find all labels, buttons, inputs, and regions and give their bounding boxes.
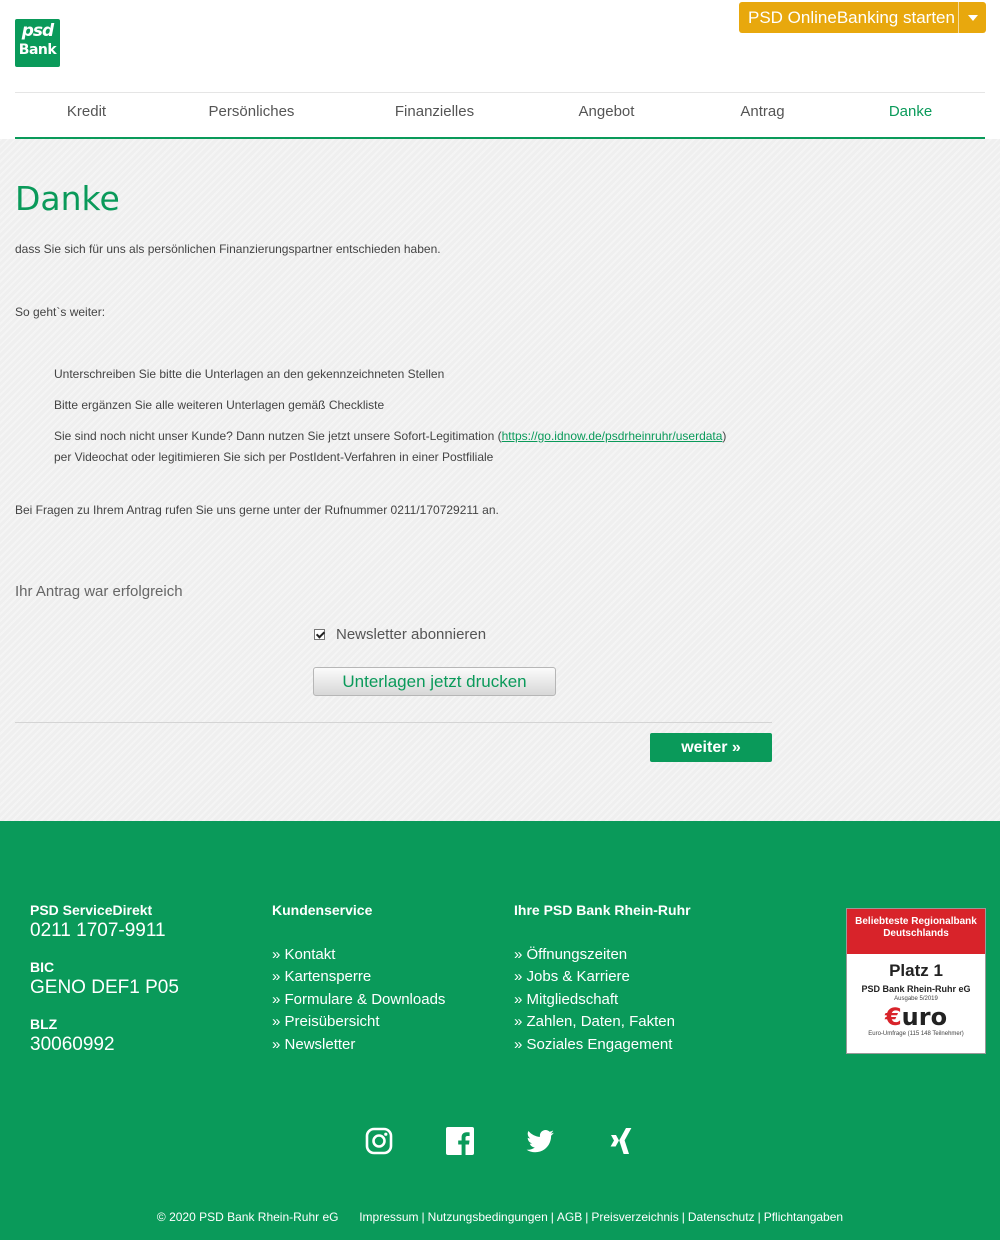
footer-link-jobs[interactable]: » Jobs & Karriere [514, 966, 675, 988]
footer-link-newsletter[interactable]: » Newsletter [272, 1034, 445, 1056]
next-steps-heading: So geht`s weiter: [15, 305, 106, 319]
next-button[interactable]: weiter » [650, 733, 772, 762]
kundenservice-heading: Kundenservice [272, 902, 373, 918]
step-kredit: Kredit [66, 103, 107, 120]
site-footer [0, 821, 1000, 1240]
newsletter-checkbox[interactable] [314, 629, 325, 640]
footer-link-engagement[interactable]: » Soziales Engagement [514, 1034, 675, 1056]
questions-text: Bei Fragen zu Ihrem Antrag rufen Sie uns gerne unter der Rufnummer 0211/170729211 an. [15, 503, 499, 517]
footer-link-oeffnungszeiten[interactable]: » Öffnungszeiten [514, 944, 675, 966]
footer-link-zahlen[interactable]: » Zahlen, Daten, Fakten [514, 1011, 675, 1033]
legal-link-agb[interactable]: AGB [556, 1210, 583, 1224]
euro-symbol: € [884, 1003, 902, 1031]
legal-link-nutzungsbedingungen[interactable]: Nutzungsbedingungen [427, 1210, 548, 1224]
bank-links [514, 944, 675, 1056]
idnow-link[interactable]: https://go.idnow.de/psdrheinruhr/userdata [501, 429, 723, 443]
footer-link-kontakt[interactable]: » Kontakt [272, 944, 445, 966]
footer-link-preisuebersicht[interactable]: » Preisübersicht [272, 1011, 445, 1033]
xing-icon[interactable] [608, 1127, 634, 1155]
bank-heading: Ihre PSD Bank Rhein-Ruhr [514, 902, 691, 918]
legal-link-impressum[interactable]: Impressum [359, 1210, 419, 1224]
intro-text: dass Sie sich für uns als persönlichen Finanzierungspartner entschieden haben. [15, 242, 441, 256]
copyright: © 2020 PSD Bank Rhein-Ruhr eG [156, 1210, 339, 1224]
step-kyc-line2: per Videochat oder legitimieren Sie sich per PostIdent-Verfahren in einer Postfiliale [54, 450, 494, 464]
step-kyc-suffix: ) [722, 429, 727, 443]
psd-bank-logo[interactable] [15, 19, 60, 67]
award-badge [846, 908, 986, 1054]
step-kyc-text [54, 429, 726, 443]
step-docs-text: Bitte ergänzen Sie alle weiteren Unterlagen gemäß Checkliste [54, 398, 385, 412]
chevron-down-icon[interactable] [958, 2, 986, 33]
legal-link-preisverzeichnis[interactable]: Preisverzeichnis [591, 1210, 679, 1224]
award-rank: Platz 1 [889, 961, 943, 980]
online-banking-button[interactable] [739, 2, 986, 33]
blz-label: BLZ [30, 1016, 58, 1032]
step-kyc-prefix: Sie sind noch nicht unser Kunde? Dann nutzen Sie jetzt unsere Sofort-Legitimation ( [54, 429, 502, 443]
divider [15, 722, 772, 723]
online-banking-label: PSD OnlineBanking starten [748, 8, 955, 27]
bic-label: BIC [30, 959, 55, 975]
step-angebot: Angebot [578, 103, 635, 120]
success-message: Ihr Antrag war erfolgreich [15, 583, 183, 600]
footer-link-formulare[interactable]: » Formulare & Downloads [272, 989, 445, 1011]
logo-text-bottom: Bank [18, 42, 57, 58]
legal-link-pflichtangaben[interactable]: Pflichtangaben [763, 1210, 844, 1224]
newsletter-label: Newsletter abonnieren [336, 626, 487, 643]
logo-text-top: psd [21, 21, 54, 41]
award-title: Beliebteste Regionalbank Deutschlands [847, 909, 985, 954]
service-phone[interactable]: 0211 1707-9911 [30, 920, 166, 941]
euro-magazine-logo [847, 1004, 985, 1030]
main-content [0, 139, 1000, 821]
bic-value: GENO DEF1 P05 [30, 977, 179, 998]
award-footnote: Euro-Umfrage (115 148 Teilnehmer) [868, 1031, 964, 1037]
kundenservice-links [272, 944, 445, 1056]
euro-text: uro [901, 1003, 948, 1031]
step-finanzielles: Finanzielles [394, 103, 475, 120]
twitter-icon[interactable] [525, 1127, 555, 1155]
service-label: PSD ServiceDirekt [30, 902, 153, 918]
newsletter-option[interactable] [314, 626, 486, 643]
page-title: Danke [15, 179, 120, 218]
award-bank: PSD Bank Rhein-Ruhr eG [861, 984, 971, 994]
print-documents-button[interactable]: Unterlagen jetzt drucken [313, 667, 556, 696]
step-danke: Danke [888, 103, 933, 120]
award-issue: Ausgabe 5/2019 [894, 996, 938, 1002]
blz-value: 30060992 [30, 1034, 115, 1055]
step-sign-text: Unterschreiben Sie bitte die Unterlagen an den gekennzeichneten Stellen [54, 367, 445, 381]
legal-link-datenschutz[interactable]: Datenschutz [687, 1210, 755, 1224]
footer-link-kartensperre[interactable]: » Kartensperre [272, 966, 445, 988]
instagram-icon[interactable] [365, 1127, 393, 1155]
legal-bar: © 2020 PSD Bank Rhein-Ruhr eG Impressum | Nutzungsbedingungen | AGB | Preisverzeichnis | Datenschutz | Pflichtangaben [156, 1210, 844, 1224]
footer-link-mitgliedschaft[interactable]: » Mitgliedschaft [514, 989, 675, 1011]
facebook-icon[interactable] [446, 1127, 474, 1155]
step-antrag: Antrag [740, 103, 785, 120]
site-header [0, 0, 1000, 92]
progress-stepper [15, 92, 985, 139]
step-persoenliches: Persönliches [208, 103, 295, 120]
